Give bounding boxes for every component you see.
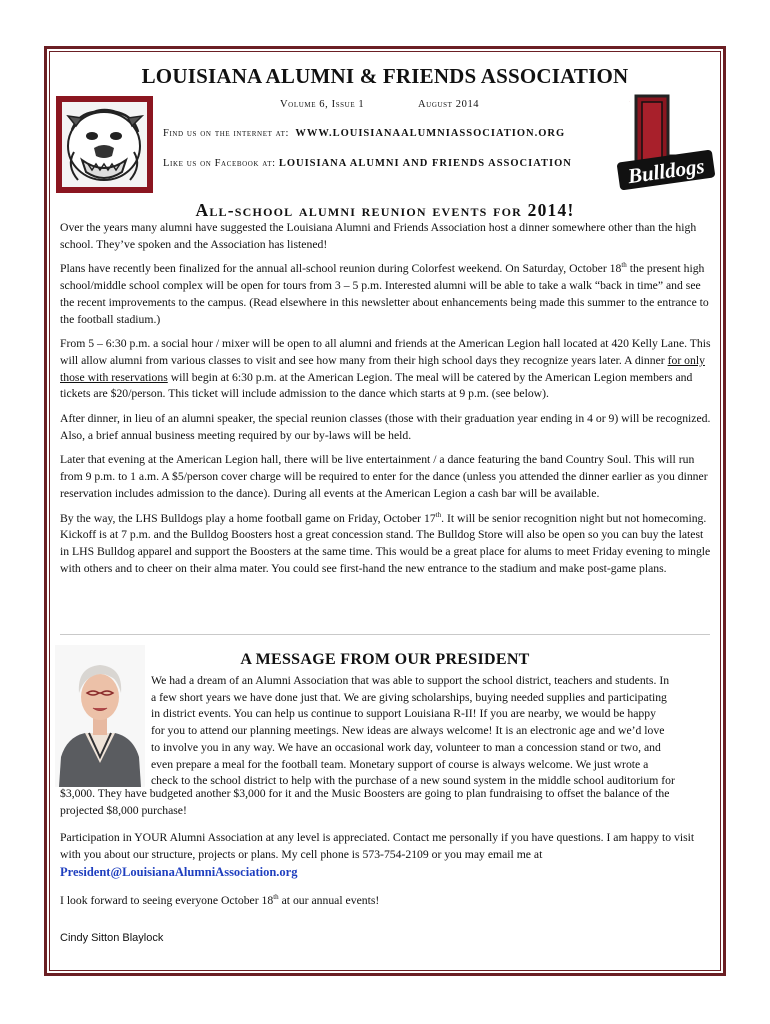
president-line: for you to attend our planning meetings. New ideas are always welcome! It is an electronic age and we’d love bbox=[151, 724, 665, 738]
signature: Cindy Sitton Blaylock bbox=[60, 932, 164, 944]
facebook-name: LOUISIANA ALUMNI AND FRIENDS ASSOCIATION bbox=[278, 158, 572, 169]
facebook-line bbox=[163, 158, 572, 169]
reunion-heading-year: 2014! bbox=[527, 200, 575, 220]
reunion-paragraph: Later that evening at the American Legion hall, there will be live entertainment / a dance featuring the band Country Soul. This will run from 9 p.m. to 1 a.m. A $5/person cover charge will be required to enter for the dance (unless you attended the dinner earlier as you dinner reservation includes admission to the dance). During all events at the American Legion a cash bar will be available. bbox=[60, 453, 708, 500]
president-paragraph: I look forward to seeing everyone October 18th at our annual events! bbox=[60, 892, 380, 907]
reunion-paragraph: By the way, the LHS Bulldogs play a home football game on Friday, October 17th. It will be senior recognition night but not homecoming. Kickoff is at 7 p.m. and the Bulldog Boosters host a great concession stand. The Bulldog Store will also be open so you can buy the latest in LHS Bulldog apparel and support the Boosters at the same time. This would be a great place for alums to meet Friday evening to mingle with others and to cheer on their alma mater. You could see first-hand the new entrance to the stadium and make post-game plans. bbox=[60, 510, 711, 575]
reunion-paragraph: From 5 – 6:30 p.m. a social hour / mixer will be open to all alumni and friends at the American Legion hall located at 420 Kelly Lane. This will allow alumni from various classes to visit and see how many from their high school days they recognize years later. A dinner for only those with reservations will begin at 6:30 p.m. at the American Legion. The meal will be catered by the American Legion members and tickets are $20/person. This ticket will include admission to the dance which starts at 9 p.m. (see below). bbox=[60, 337, 711, 401]
president-line: a few short years we have done just that. We are giving scholarships, buying needed supplies and participating bbox=[151, 690, 667, 704]
website-label: Find us on the internet at: bbox=[163, 128, 289, 139]
president-line: We had a dream of an Alumni Association that was able to support the school district, teachers and students. In bbox=[151, 674, 670, 687]
reservations-underline: for only those with reservations bbox=[60, 353, 705, 384]
president-line: check to the school district to help with the purchase of a new sound system in the middle school auditorium for bbox=[151, 774, 675, 788]
president-line: even prepare a meal for the football team. Monetary support of course is always welcome. We just wrote a bbox=[151, 757, 649, 771]
president-line: in district events. You can help us continue to support Louisiana R-II! If you are nearby, we would be happy bbox=[151, 707, 656, 721]
reunion-article bbox=[60, 220, 712, 585]
logo-word: Bulldogs bbox=[626, 153, 706, 189]
president-email-link[interactable]: President@LouisianaAlumniAssociation.org bbox=[60, 864, 298, 879]
president-line: to involve you in any way. We have an occasional work day, volunteer to man a concession stand or two, and bbox=[151, 740, 661, 754]
reunion-heading-text: All-school alumni reunion events for bbox=[195, 200, 523, 220]
reunion-paragraph: Over the years many alumni have suggested the Louisiana Alumni and Friends Association host a dinner somewhere other than the high school. They’ve spoken and the Association has listened! bbox=[60, 221, 697, 251]
reunion-paragraph: After dinner, in lieu of an alumni speaker, the special reunion classes (those with their graduation year ending in 4 or 9) will be recognized. Also, a brief annual business meeting required by our by-laws will be held. bbox=[60, 412, 711, 442]
issue-date: August 2014 bbox=[418, 99, 480, 110]
president-article bbox=[60, 786, 714, 920]
president-wrapped-lines bbox=[151, 673, 714, 790]
website-url: WWW.LOUISIANAALUMNIASSOCIATION.ORG bbox=[295, 128, 566, 139]
president-photo bbox=[55, 645, 145, 787]
newsletter-title: LOUISIANA ALUMNI & FRIENDS ASSOCIATION bbox=[141, 64, 629, 88]
logo-letter: L bbox=[629, 102, 630, 103]
president-paragraph: $3,000. They have budgeted another $3,000 for it and the Music Boosters are going to plan fundraising to offset the balance of the projected $8,000 purchase! bbox=[60, 787, 670, 817]
section-divider bbox=[60, 634, 710, 635]
reunion-heading bbox=[0, 200, 770, 221]
president-heading: A MESSAGE FROM OUR PRESIDENT bbox=[240, 651, 530, 668]
president-paragraph: Participation in YOUR Alumni Association at any level is appreciated. Contact me personally if you have questions. I am happy to visit with you about our structure, projects or plans. My cell phone is 573-754-2109 or you may email me at President@LouisianaAlumniAssociation.org bbox=[60, 831, 695, 879]
l-bulldogs-logo bbox=[616, 94, 716, 190]
website-line bbox=[163, 128, 565, 139]
bulldog-logo bbox=[56, 96, 153, 193]
volume-issue: Volume 6, Issue 1 bbox=[280, 99, 365, 110]
reunion-paragraph: Plans have recently been finalized for the annual all-school reunion during Colorfest weekend. On Saturday, October 18th the present high school/middle school complex will be open for tours from 3 – 5 p.m. Interested alumni will be able to take a walk “back in time” and see the recent improvements to the campus. (Read elsewhere in this newsletter about enhancements being made this summer to the entrance to the football stadium.) bbox=[60, 261, 709, 326]
facebook-label: Like us on Facebook at: bbox=[163, 158, 276, 169]
